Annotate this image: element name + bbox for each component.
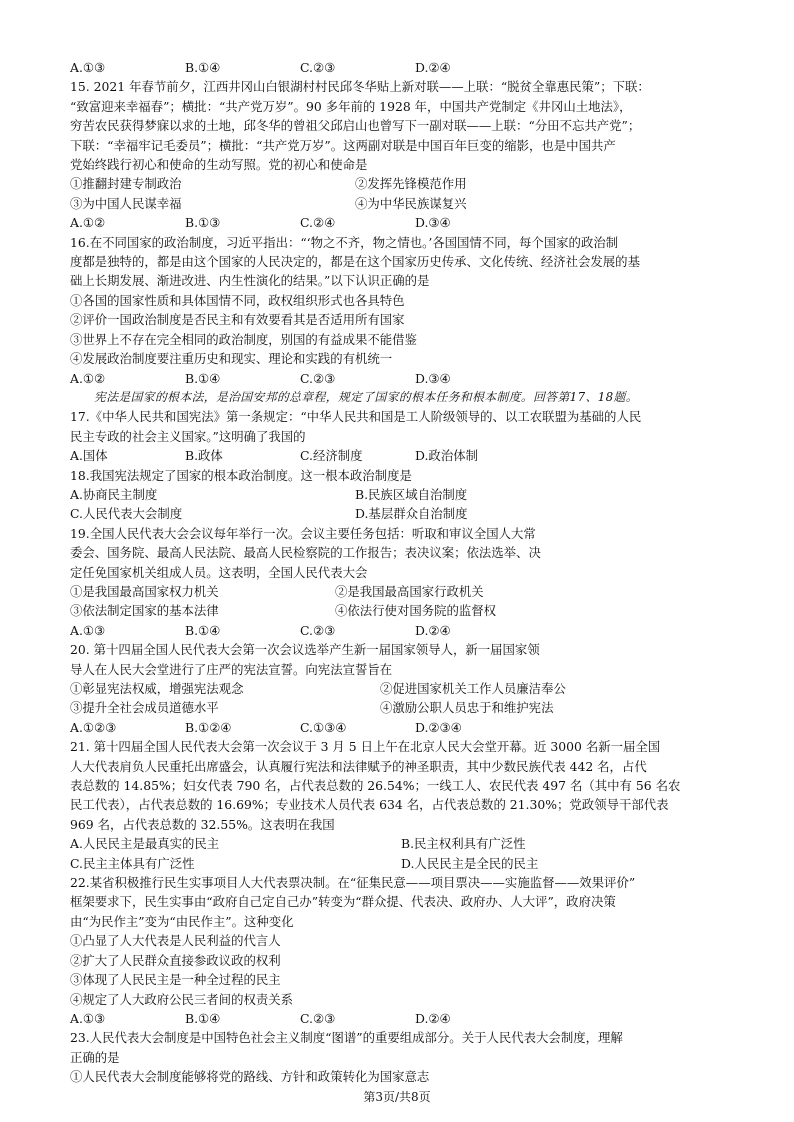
answer-option: C.①③④ xyxy=(300,719,347,735)
text-line: ③体现了人民民主是一种全过程的民主 xyxy=(70,972,281,988)
text-line: 度都是独特的，都是由这个国家的人民决定的，都是在这个国家历史传承、文化传统、经济社会发展的基 xyxy=(70,254,640,270)
answer-option: C.②③ xyxy=(300,370,336,386)
text-line: 民工代表），占代表总数的 16.69%；专业技术人员代表 634 名，占代表总数的 21.30%；党政领导干部代表 xyxy=(70,797,669,813)
answer-options-row xyxy=(70,621,732,640)
answer-options-row xyxy=(70,698,732,717)
answer-options-row xyxy=(70,1009,732,1028)
answer-option: A.国体 xyxy=(70,448,108,464)
answer-option: D.②④ xyxy=(415,60,451,75)
text-line: 穷苦农民获得梦寐以求的土地，邱冬华的曾祖父邱启山也曾写下一副对联——上联：“分田不忘共产党”； xyxy=(70,118,641,134)
answer-option: ④为中华民族谋复兴 xyxy=(355,195,467,211)
text-line: ①人民代表大会制度能够将党的路线、方针和政策转化为国家意志 xyxy=(70,1069,430,1085)
answer-option: ①是我国最高国家权力机关 xyxy=(70,583,219,599)
text-line: ③世界上不存在完全相同的政治制度，别国的有益成果不能借鉴 xyxy=(70,331,417,347)
answer-option: C.经济制度 xyxy=(300,448,363,464)
answer-options-row xyxy=(70,834,732,853)
text-line: 表总数的 14.85%；妇女代表 790 名，占代表总数的 26.54%；一线工人、农民代表 497 名（其中有 56 名农 xyxy=(70,778,681,794)
answer-option: B.民主权利具有广泛性 xyxy=(401,836,526,852)
text-line: 党始终践行初心和使命的生动写照。党的初心和使命是 xyxy=(70,157,368,173)
answer-option: D.基层群众自治制度 xyxy=(355,506,468,522)
answer-option: B.①④ xyxy=(185,1010,221,1026)
answer-option: A.①③ xyxy=(70,1010,106,1026)
text-line: ①各国的国家性质和具体国情不同，政权组织形式也各具特色 xyxy=(70,292,405,308)
text-line: 民主专政的社会主义国家。”这明确了我国的 xyxy=(70,428,306,444)
text-line: 16.在不同国家的政治制度，习近平指出：“‘物之不齐，物之情也。’各国国情不同，每个国家的政治制 xyxy=(70,234,619,250)
text-line: 人大代表肩负人民重托出席盛会，认真履行宪法和法律赋予的神圣职责，其中少数民族代表 442 名，占代 xyxy=(70,758,647,774)
answer-option: ③为中国人民谋幸福 xyxy=(70,195,182,211)
answer-options-row xyxy=(70,369,732,388)
text-line: 础上长期发展、渐进改进、内生性演化的结果。”以下认识正确的是 xyxy=(70,273,430,289)
answer-options-row xyxy=(70,582,732,601)
answer-option: A.①② xyxy=(70,215,106,231)
answer-option: A.①③ xyxy=(70,622,106,638)
text-line: ②扩大了人民群众直接参政议政的权利 xyxy=(70,952,281,968)
answer-option: D.③④ xyxy=(415,370,451,386)
answer-option: ①推翻封建专制政治 xyxy=(70,176,182,192)
text-line: 导人在人民大会堂进行了庄严的宪法宣誓。向宪法宣誓旨在 xyxy=(70,661,393,677)
text-line: ④规定了人大政府公民三者间的权责关系 xyxy=(70,991,294,1007)
answer-option: ④激励公职人员忠于和维护宪法 xyxy=(380,700,554,716)
answer-options-row xyxy=(70,446,732,465)
answer-option: ②是我国最高国家行政机关 xyxy=(335,583,484,599)
text-line: ④发展政治制度要注重历史和现实、理论和实践的有机统一 xyxy=(70,351,393,367)
answer-options-row xyxy=(70,601,732,620)
text-line: 21. 第十四届全国人民代表大会第一次会议于 3 月 5 日上午在北京人民大会堂开幕。近 3000 名新一届全国 xyxy=(70,739,661,755)
answer-options-row xyxy=(70,58,732,77)
answer-option: B.①④ xyxy=(185,370,221,386)
text-line: 969 名，占代表总数的 32.55%。这表明在我国 xyxy=(70,816,335,832)
answer-option: B.①④ xyxy=(185,622,221,638)
answer-options-row xyxy=(70,718,732,737)
text-line: 17.《中华人民共和国宪法》第一条规定：“中华人民共和国是工人阶级领导的、以工农联盟为基础的人民 xyxy=(70,409,642,425)
answer-options-row xyxy=(70,854,732,873)
answer-option: B.民族区域自治制度 xyxy=(355,486,468,502)
answer-option: D.人民民主是全民的民主 xyxy=(401,855,539,871)
answer-option: D.②④ xyxy=(415,1010,451,1026)
answer-option: D.③④ xyxy=(415,215,451,231)
text-line: 委会、国务院、最高人民法院、最高人民检察院的工作报告；表决议案；依法选举、决 xyxy=(70,545,541,561)
answer-option: ②促进国家机关工作人员廉洁奉公 xyxy=(380,681,566,696)
answer-option: A.①②③ xyxy=(70,719,117,735)
answer-options-row xyxy=(70,485,732,504)
answer-option: C.②③ xyxy=(300,1010,336,1026)
exam-page-content xyxy=(70,58,732,1087)
answer-option: ③依法制定国家的基本法律 xyxy=(70,603,219,619)
answer-option: C.人民代表大会制度 xyxy=(70,506,183,522)
answer-option: A.协商民主制度 xyxy=(70,486,158,502)
text-line: 22.某省积极推行民生实事项目人大代表票决制。在“征集民意——项目票决——实施监督——效果评价” xyxy=(70,875,636,891)
answer-option: D.政治体制 xyxy=(415,448,478,464)
page-number-footer: 第3页/共8页 xyxy=(363,1090,431,1104)
answer-option: B.①②④ xyxy=(185,719,232,735)
answer-option: B.政体 xyxy=(185,448,223,464)
answer-options-row xyxy=(70,174,732,193)
text-line: “致富迎来幸福春”；横批：“共产党万岁”。90 多年前的 1928 年，中国共产党制定《井冈山土地法》， xyxy=(70,98,632,114)
text-line: 正确的是 xyxy=(70,1049,120,1065)
text-line: 定任免国家机关组成人员。这表明，全国人民代表大会 xyxy=(70,564,368,580)
answer-option: A.①③ xyxy=(70,60,106,75)
answer-option: B.①③ xyxy=(185,215,221,231)
answer-option: C.②③ xyxy=(300,60,336,75)
text-line: ①凸显了人大代表是人民利益的代言人 xyxy=(70,933,281,949)
answer-option: C.②④ xyxy=(300,215,336,231)
text-line: 15. 2021 年春节前夕，江西井冈山白银湖村村民邱冬华贴上新对联——上联：“脱贫全靠惠民策”；下联： xyxy=(70,79,650,95)
text-line: ②评价一国政治制度是否民主和有效要看其是否适用所有国家 xyxy=(70,312,405,328)
text-line: 18.我国宪法规定了国家的根本政治制度。这一根本政治制度是 xyxy=(70,467,412,483)
answer-option: D.②③④ xyxy=(415,719,462,735)
answer-options-row xyxy=(70,194,732,213)
text-line: 19.全国人民代表大会会议每年举行一次。会议主要任务包括：听取和审议全国人大常 xyxy=(70,525,536,541)
answer-option: A.①② xyxy=(70,370,106,386)
text-line: 23.人民代表大会制度是中国特色社会主义制度“图谱”的重要组成部分。关于人民代表大会制度，理解 xyxy=(70,1030,623,1046)
answer-option: D.②④ xyxy=(415,622,451,638)
answer-options-row xyxy=(70,679,732,698)
answer-options-row xyxy=(70,504,732,523)
answer-option: A.人民民主是最真实的民主 xyxy=(70,836,220,852)
answer-option: ②发挥先锋模范作用 xyxy=(355,176,467,192)
answer-option: ①彰显宪法权威，增强宪法观念 xyxy=(70,681,244,696)
text-line: 由“为民作主”变为“由民作主”。这种变化 xyxy=(70,913,294,929)
answer-option: C.②③ xyxy=(300,622,336,638)
answer-option: ④依法行使对国务院的监督权 xyxy=(335,603,497,619)
answer-options-row xyxy=(70,213,732,232)
text-line: 框架要求下，民生实事由“政府自己定自己办”转变为“群众提、代表决、政府办、人大评”，政府决策 xyxy=(70,894,616,910)
answer-option: ③提升全社会成员道德水平 xyxy=(70,700,219,716)
answer-option: B.①④ xyxy=(185,60,221,75)
section-intro: 宪法是国家的根本法，是治国安邦的总章程，规定了国家的根本任务和根本制度。回答第17、18题。 xyxy=(94,389,638,404)
answer-option: C.民主主体具有广泛性 xyxy=(70,855,195,871)
text-line: 20. 第十四届全国人民代表大会第一次会议选举产生新一届国家领导人，新一届国家领 xyxy=(70,642,540,658)
text-line: 下联：“幸福牢记毛委员”；横批：“共产党万岁”。这两副对联是中国百年巨变的缩影，也是中国共产 xyxy=(70,137,616,153)
